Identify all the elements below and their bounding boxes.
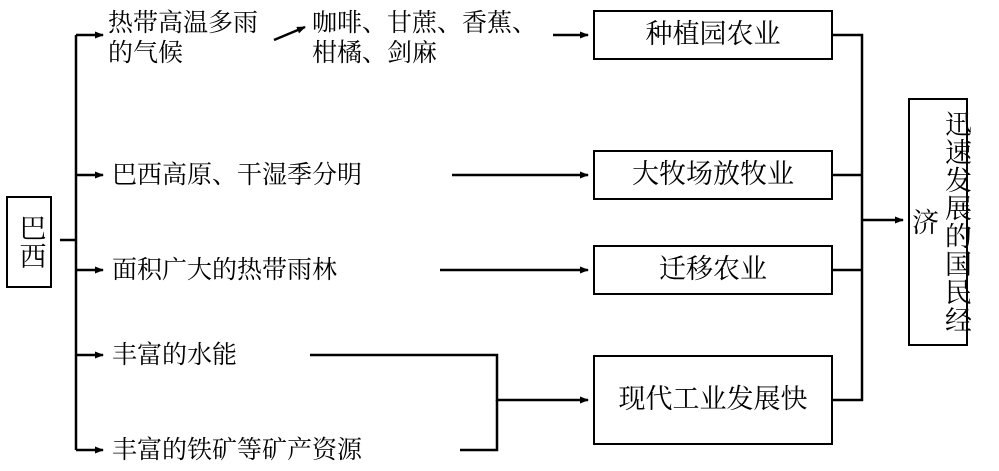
node-cond-hydro-label: 丰富的水能	[112, 339, 238, 369]
node-brazil-label: 巴西	[14, 214, 46, 270]
node-cond-plateau[interactable]	[112, 156, 458, 194]
node-out-ranching[interactable]	[593, 150, 833, 200]
node-result-label: 迅速发展的国民经济	[907, 110, 971, 334]
node-cond-rainforest[interactable]	[112, 251, 446, 289]
node-cond-minerals[interactable]	[112, 431, 464, 469]
node-out-ranching-label: 大牧场放牧业	[632, 158, 794, 190]
node-out-industry[interactable]	[593, 355, 833, 445]
node-crops[interactable]	[312, 5, 560, 71]
node-out-plantation-label: 种植园农业	[645, 18, 781, 50]
node-crops-label: 咖啡、甘蔗、香蕉、柑橘、剑麻	[312, 7, 538, 67]
node-cond-minerals-label: 丰富的铁矿等矿产资源	[112, 434, 363, 464]
node-result[interactable]	[907, 98, 971, 346]
node-out-shifting-label: 迁移农业	[659, 253, 767, 285]
node-out-plantation[interactable]	[593, 10, 833, 60]
node-out-shifting[interactable]	[593, 245, 833, 295]
node-cond-climate[interactable]	[108, 5, 276, 71]
node-brazil[interactable]	[6, 196, 52, 288]
node-cond-rainforest-label: 面积广大的热带雨林	[112, 254, 338, 284]
node-out-industry-label: 现代工业发展快	[618, 383, 808, 415]
node-cond-plateau-label: 巴西高原、干湿季分明	[112, 159, 363, 189]
node-cond-climate-label: 热带高温多雨的气候	[108, 7, 259, 67]
node-cond-hydro[interactable]	[112, 336, 312, 374]
